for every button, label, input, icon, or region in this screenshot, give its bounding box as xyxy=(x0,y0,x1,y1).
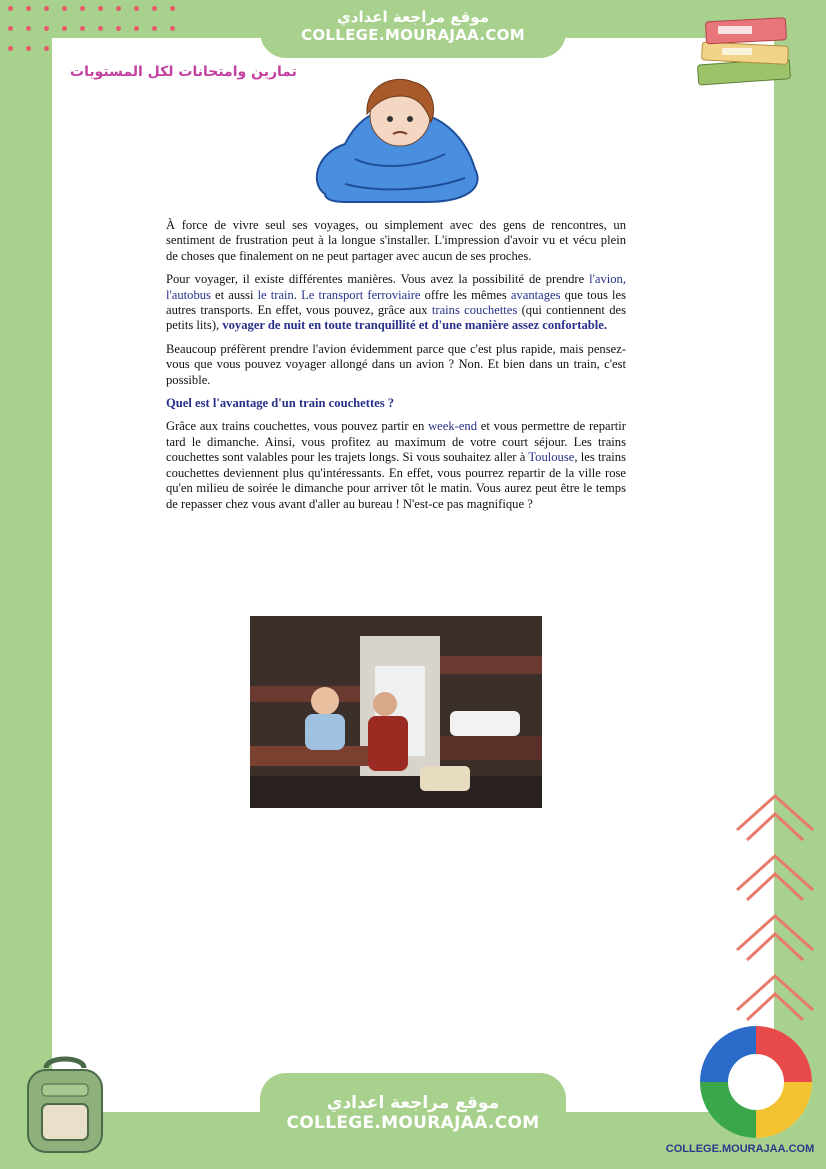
footer-site-url[interactable]: COLLEGE.MOURAJAA.COM xyxy=(286,1113,540,1133)
decorative-dot xyxy=(44,26,49,31)
link-toulouse: Toulouse xyxy=(528,450,575,465)
link-transport: l'avion, l'autobus xyxy=(166,272,626,302)
sleeper-train-photo xyxy=(250,616,542,808)
backpack-icon xyxy=(16,1056,114,1156)
footer-banner xyxy=(260,1073,566,1169)
decorative-dot xyxy=(8,46,13,51)
decorative-dot xyxy=(98,26,103,31)
decorative-dot xyxy=(152,6,157,11)
decorative-dot xyxy=(170,6,175,11)
decorative-dot xyxy=(98,6,103,11)
decorative-dot xyxy=(134,6,139,11)
decorative-dot xyxy=(44,6,49,11)
decorative-dot xyxy=(134,26,139,31)
college-logo-icon xyxy=(694,1022,818,1144)
tagline: تمارين وامتحانات لكل المستويات xyxy=(70,64,297,80)
decorative-dot xyxy=(8,26,13,31)
link-weekend: week-end xyxy=(428,419,478,434)
link-train: le train xyxy=(257,287,294,302)
paragraph-1: À force de vivre seul ses voyages, ou simplement avec des gens de rencontres, un sentiment de frustration peut à la longue s'installer. L'impression d'avoir vu et vécu plein de choses que finalement on ne peut partager avec aucun de ses proches. xyxy=(166,218,626,263)
decorative-dot xyxy=(116,6,121,11)
decorative-dot xyxy=(80,26,85,31)
chevrons-icon xyxy=(732,790,818,1040)
article-body xyxy=(166,218,626,520)
site-name-ar: موقع مراجعة اعدادي xyxy=(337,8,489,26)
footer-site-name-ar: موقع مراجعة اعدادي xyxy=(326,1093,500,1113)
decorative-dot xyxy=(26,6,31,11)
decorative-dot xyxy=(44,46,49,51)
decorative-dot xyxy=(80,6,85,11)
decorative-dot xyxy=(152,26,157,31)
header-banner xyxy=(260,0,566,58)
paragraph-3: Beaucoup préfèrent prendre l'avion évidemment parce que c'est plus rapide, mais pensez- vous que vous pouvez voyager allongé dans un avion ? Non. Et bien dans un train, c'est possible. xyxy=(166,341,626,387)
books-icon xyxy=(692,10,802,95)
link-ferroviaire: Le transport ferroviaire xyxy=(301,287,421,302)
decorative-dot xyxy=(62,26,67,31)
paragraph-4: Grâce aux trains couchettes, vous pouvez partir en week-end et vous permettre de repartir tard le dimanche. Ainsi, vous profitez au maximum de votre court séjour. Les trains couchettes sont valables pour les trajets longs. Si vous souhaitez aller à Toulouse, les trains couchettes deviennent plus qu'intéressants. En effet, vous pourrez repartir de la ville rose qu'en milieu de soirée le dimanche pour arriver tôt le matin. Vous aurez peut être le temps de repasser chez vous avant d'aller au bureau ! N'est-ce pas magnifique ? xyxy=(166,419,626,511)
question-heading: Quel est l'avantage d'un train couchettes ? xyxy=(166,396,395,411)
site-url[interactable]: COLLEGE.MOURAJAA.COM xyxy=(301,26,525,44)
child-blanket-illustration xyxy=(305,74,490,206)
link-voyager-nuit: voyager de nuit en toute tranquillité et d'une manière assez confortable. xyxy=(222,318,607,333)
decorative-dot xyxy=(26,26,31,31)
decorative-dot xyxy=(26,46,31,51)
decorative-dot xyxy=(62,6,67,11)
link-couchettes: trains couchettes xyxy=(431,303,518,318)
logo-label: COLLEGE.MOURAJAA.COM xyxy=(665,1143,815,1155)
decorative-dot xyxy=(116,26,121,31)
decorative-dot xyxy=(170,26,175,31)
link-avantages: avantages xyxy=(510,287,561,302)
paragraph-2: Pour voyager, il existe différentes manières. Vous avez la possibilité de prendre l'avion, l'autobus et aussi le train. Le transport ferroviaire offre les mêmes avantages que tous les autres transports. En effet, vous pouvez, grâce aux trains couchettes (qui contiennent des petits lits), voyager de nuit en toute tranquillité et d'une manière assez confortable. xyxy=(166,272,627,333)
decorative-dot xyxy=(8,6,13,11)
